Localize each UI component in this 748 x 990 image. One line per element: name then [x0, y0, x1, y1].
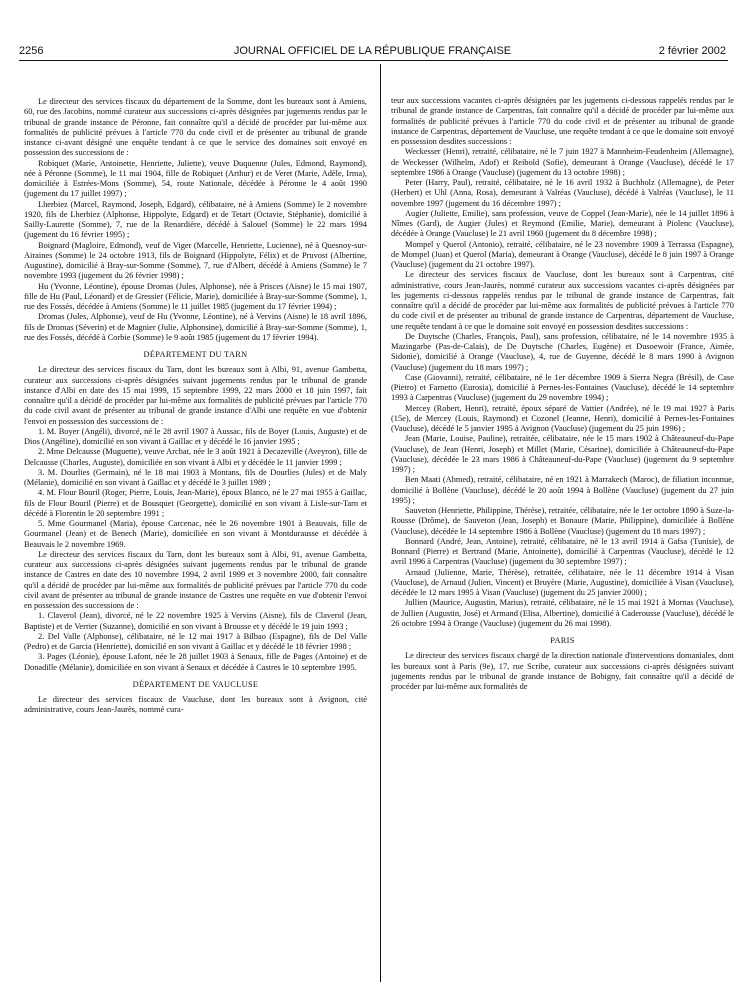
- paragraph: Robiquet (Marie, Antoinette, Henriette, Juliette), veuve Duquenne (Jules, Edmond, Raymond), née à Péronne (Somme), le 11 mai 1904, fille de Robiquet (Arthur) et de Veret (Marie, Adèle, Irma), domiciliée à Estrées-Mons (Somme), 54, route Nationale, décédée à Péronne le 4 août 1990 (jugement du 17 juillet 1997) ;: [24, 158, 367, 199]
- paragraph: Lherbiez (Marcel, Raymond, Joseph, Edgard), célibataire, né à Amiens (Somme) le 2 novembre 1920, fils de Lherbiez (Alphonse, Hippolyte, Edgard) et de Tetart (Octavie, Stéphanie), domicilié à Sailly-Laurette (Somme), 7, rue de la Renardière, décédé à Salouel (Somme) le 22 mars 1994 (jugement du 16 février 1995) ;: [24, 199, 367, 240]
- paragraph: Le directeur des services fiscaux de Vaucluse, dont les bureaux sont à Avignon, cité administrative, cours Jean-Jaurès, nommé cura-: [24, 695, 367, 715]
- paragraph: 1. M. Boyer (Angéli), divorcé, né le 28 avril 1907 à Aussac, fils de Boyer (Louis, Auguste) et de Dios (Angéline), domicilié en son vivant à Gaillac et y décédé le 16 janvier 1995 ;: [24, 426, 367, 446]
- paragraph: Jullien (Maurice, Augustin, Marius), retraité, célibataire, né le 15 mai 1921 à Mornas (Vaucluse), de Jullien (Augustin, José) et Armand (Elisa, Albertine), domicilié à Caderousse (Vaucluse), décédé le 26 octobre 1994 à Orange (Vaucluse) (jugement du 26 mai 1998).: [391, 598, 734, 628]
- paragraph: Dromas (Jules, Alphonse), veuf de Hu (Yvonne, Léontine), né à Vervins (Aisne) le 18 avril 1896, fils de Dromas (Séverin) et de Magnier (Julie, Alphonsine), domicilié à Bray-sur-Somme (Somme), 1, rue des Fossés, décédé à Corbie (Somme) le 9 août 1985 (jugement du 17 février 1994).: [24, 312, 367, 342]
- paragraph: Weckesser (Henri), retraité, célibataire, né le 7 juin 1927 à Mannheim-Feudenheim (Allemagne), de Weckesser (Wilhelm, Adof) et Reibold (Sofie), demeurant à Orange (Vaucluse), décédé le 17 septembre 1986 à Orange (Vaucluse) (jugement du 13 octobre 1998) ;: [391, 147, 734, 177]
- header-rule: [19, 60, 728, 61]
- paragraph: Mompel y Querol (Antonio), retraité, célibataire, né le 23 novembre 1909 à Terrassa (Espagne), de Mompel (Juan) et Querol (Maria), demeurant à Orange (Vaucluse), décédé le 8 juin 1997 à Orange (Vaucluse) (jugement du 21 octobre 1997).: [391, 239, 734, 269]
- paragraph: Mercey (Robert, Henri), retraité, époux séparé de Vattier (Andrée), né le 19 mai 1927 à Paris (15e), de Mercey (Louis, Raymond) et Cozonel (Jeanne, Henri), domicilié à Pernes-les-Fontaines (Vaucluse), décédé le 5 janvier 1995 à Avignon (Vaucluse) (jugement du 25 juin 1996) ;: [391, 403, 734, 433]
- paragraph: 1. Claverol (Jean), divorcé, né le 22 novembre 1925 à Vervins (Aisne), fils de Claverol (Jean, Baptiste) et de Verrier (Suzanne), domicilié en son vivant à Brousse et y décédé le 19 juin 1993 ;: [24, 611, 367, 631]
- paragraph: De Duytsche (Charles, François, Paul), sans profession, célibataire, né le 14 novembre 1935 à Mazingarbe (Pas-de-Calais), de De Duytsche (Charles, Eugène) et Dusoewoir (France, Aimée, Sidonie), domicilié à Orange (Vaucluse), 4, rue de Guyenne, décédé le 8 mars 1990 à Avignon (Vaucluse) (jugement du 18 mars 1997) ;: [391, 331, 734, 372]
- paragraph: teur aux successions vacantes ci-après désignées par les jugements ci-dessous rappelés rendus par le tribunal de grande instance de Carpentras, fait connaître qu'il a décidé de procéder par lui-même aux formalités de publicité prévues à l'article 770 du code civil et de présenter au tribunal de grande instance de Carpentras, département de Vaucluse, une requête tendant à ce que le domaine soit envoyé en possession desdites successions :: [391, 96, 734, 146]
- section-heading-vaucluse: DÉPARTEMENT DE VAUCLUSE: [132, 679, 259, 689]
- paragraph: Ben Maati (Ahmed), retraité, célibataire, né en 1921 à Marrakech (Maroc), de filiation inconnue, domicilié à Bollène (Vaucluse), décédé le 20 août 1994 à Bollène (Vaucluse) (jugement du 27 juin 1995) ;: [391, 475, 734, 505]
- issue-date: 2 février 2002: [658, 45, 726, 57]
- paragraph: Peter (Harry, Paul), retraité, célibataire, né le 16 avril 1932 à Buchholz (Allemagne), de Peter (Herbert) et Uhl (Anna, Rosa), demeurant à Valréas (Vaucluse), décédé à Valréas (Vaucluse), le 11 novembre 1997 (jugement du 16 décembre 1997) ;: [391, 178, 734, 208]
- paragraph: Sauveton (Henriette, Philippine, Thérèse), retraitée, célibataire, née le 1er octobre 1890 à Suze-la-Rousse (Drôme), de Sauveton (Jean, Joseph) et Bonaure (Marie, Philippine), domiciliée à Bollène (Vaucluse), décédée le 14 septembre 1986 à Bollène (Vaucluse) (jugement du 18 mars 1997) ;: [391, 506, 734, 536]
- section-heading-paris: PARIS: [550, 636, 575, 645]
- paragraph: Bonnard (André, Jean, Antoine), retraité, célibataire, né le 13 avril 1914 à Gafsa (Tunisie), de Bonnard (Pierre) et Bertrand (Marie, Antoinette), domicilié à Carpentras (Vaucluse), décédé le 12 avril 1996 à Carpentras (Vaucluse) (jugement du 30 septembre 1997) ;: [391, 536, 734, 567]
- paragraph: Hu (Yvonne, Léontine), épouse Dromas (Jules, Alphonse), née à Prisces (Aisne) le 15 mai 1907, fille de Hu (Paul, Léonard) et de Gressier (Félicie, Marie), domiciliée à Bray-sur-Somme (Somme), 1, rue des Fossés, décédée à Amiens (Somme) le 11 juillet 1985 (jugement du 17 février 1994) ;: [24, 281, 367, 311]
- paragraph: 3. Pages (Léonie), épouse Lafont, née le 28 juillet 1903 à Senaux, fille de Pages (Antoine) et de Donadille (Mélanie), domiciliée en son vivant à Senaux et décédée à Castres le 10 septembre 1995.: [24, 652, 367, 672]
- paragraph: Case (Giovanni), retraité, célibataire, né le 1er décembre 1909 à Sierra Negra (Brésil), de Case (Pietro) et Farnetto (Eurosia), domicilié à Pernes-les-Fontaines (Vaucluse), décédé le 14 septembre 1993 à Carpentras (Vaucluse) (jugement du 29 novembre 1994) ;: [391, 372, 734, 403]
- paragraph: Le directeur des services fiscaux de Vaucluse, dont les bureaux sont à Carpentras, cité administrative, cours Jean-Jaurès, nommé curateur aux successions vacantes ci-après désignées par les jugements ci-dessous rappelés rendus par le tribunal de grande instance de Carpentras, fait connaître qu'il a décidé de procéder par lui-même aux formalités de publicité prévues à l'article 770 du code civil et de présenter au tribunal de grande instance de Carpentras, département de Vaucluse, une requête tendant à ce que le domaine soit envoyé en possession desdites successions :: [391, 270, 734, 331]
- paragraph: Jean (Marie, Louise, Pauline), retraitée, célibataire, née le 15 mars 1902 à Châteauneuf-du-Pape (Vaucluse), de Jean (Henri, Joseph) et Millet (Marie, Césarine), domiciliée à Châteauneuf-du-Pape (Vaucluse), décédée le 23 mars 1986 à Châteauneuf-du-Pape (Vaucluse) (jugement du 9 septembre 1997) ;: [391, 434, 734, 474]
- paragraph: 3. M. Dourlies (Germain), né le 18 mai 1903 à Montans, fils de Dourlies (Jules) et de Maly (Mélanie), domicilié en son vivant à Gaillac et y décédé le 3 juillet 1989 ;: [24, 467, 367, 487]
- paragraph: Arnaud (Julienne, Marie, Thérèse), retraitée, célibataire, née le 11 décembre 1914 à Visan (Vaucluse), de Arnaud (Julien, Vincent) et Bruyère (Marie, Augustine), domiciliée à Visan (Vaucluse), décédée le 12 mars 1995 à Visan (Vaucluse) (jugement du 25 janvier 2000) ;: [391, 567, 734, 597]
- section-heading-tarn: DÉPARTEMENT DU TARN: [143, 350, 248, 359]
- column-divider: [380, 64, 381, 982]
- journal-title: JOURNAL OFFICIEL DE LA RÉPUBLIQUE FRANÇAISE: [233, 45, 512, 57]
- page-number: 2256: [19, 45, 44, 57]
- paragraph: Le directeur des services fiscaux du Tarn, dont les bureaux sont à Albi, 91, avenue Gambetta, curateur aux successions ci-après désignées suivant jugements rendus par le tribunal de grande instance de Castres en date des 10 novembre 1994, 2 avril 1999 et 3 novembre 2000, fait connaître qu'il a décidé de procéder par lui-même aux formalités de publicité prévues par l'article 770 du code civil avant de présenter au tribunal de grande instance de Castres une requête en vue d'obtenir l'envoi en possession des successions de :: [24, 549, 367, 610]
- left-column: [24, 97, 367, 716]
- paragraph: Augier (Juliette, Emilie), sans profession, veuve de Coppel (Jean-Marie), née le 14 juillet 1896 à Nîmes (Gard), de Augier (Jules) et Reymond (Emilie, Marie), demeurant à Piolenc (Vaucluse), décédée à Orange (Vaucluse) le 21 avril 1960 (jugement du 8 décembre 1998) ;: [391, 208, 734, 239]
- paragraph: 2. Mme Delcausse (Muguette), veuve Archat, née le 3 août 1921 à Decazeville (Aveyron), fille de Delcausse (Charles, Auguste), domiciliée en son vivant à Albi et y décédée le 11 janvier 1999 ;: [24, 447, 367, 467]
- paragraph: Le directeur des services fiscaux du Tarn, dont les bureaux sont à Albi, 91, avenue Gambetta, curateur aux successions ci-après désignées suivant jugements rendus par le tribunal de grande instance d'Albi en date des 15 mai 1999, 15 septembre 1999, 22 mars 2000 et 18 juin 1997, fait connaître qu'il a décidé de procéder par lui-même aux formalités de publicité prévues par l'article 770 du code civil avant de présenter au tribunal de grande instance d'Albi une requête en vue d'obtenir l'envoi en possession des successions de :: [24, 365, 367, 426]
- right-column: [391, 96, 734, 692]
- page-header: [19, 44, 726, 58]
- paragraph: Boignard (Magloire, Edmond), veuf de Viger (Marcelle, Henriette, Lucienne), né à Quesnoy-sur-Airaines (Somme) le 24 octobre 1913, fils de Boignard (Hippolyte, Félix) et de Pruvost (Albertine, Augustine), domicilié à Bray-sur-Somme (Somme), 7, rue d'Albert, décédé à Amiens (Somme) le 7 novembre 1993 (jugement du 26 février 1998) ;: [24, 240, 367, 281]
- paragraph: 5. Mme Gourmanel (Maria), épouse Carcenac, née le 26 novembre 1901 à Beauvais, fille de Gourmanel (Jean) et de Benech (Marie), domiciliée en son vivant à Montdurausse et décédée à Beauvais le 2 novembre 1969.: [24, 519, 367, 549]
- paragraph: Le directeur des services fiscaux du département de la Somme, dont les bureaux sont à Amiens, 60, rue des Jacobins, nommé curateur aux successions ci-après désignées par jugements rendus par le tribunal de grande instance de Péronne, fait connaître qu'il a décidé de procéder par lui-même aux formalités de publicité prévues à l'article 770 du code civil et de présenter au tribunal de grande instance ci-avant désigné une enquête tendant à ce que le service des domaines soit envoyé en possession des successions de :: [24, 97, 367, 158]
- paragraph: 4. M. Flour Bouril (Roger, Pierre, Louis, Jean-Marie), époux Blanco, né le 27 mai 1955 à Gaillac, fils de Flour Bouril (Pierre) et de Bousquet (Georgette), domicilié en son vivant à Lisle-sur-Tarn et décédé à Florentin le 20 septembre 1991 ;: [24, 488, 367, 518]
- paragraph: 2. Del Valle (Alphonse), célibataire, né le 12 mai 1917 à Bilbao (Espagne), fils de Del Valle (Pedro) et de Garcia (Henriette), domicilié en son vivant à Gaillac et y décédé le 18 février 1998 ;: [24, 631, 367, 651]
- paragraph: Le directeur des services fiscaux chargé de la direction nationale d'interventions domaniales, dont les bureaux sont à Paris (9e), 17, rue Scribe, curateur aux successions ci-après désignées suivant jugements rendus par le tribunal de grande instance de Bobigny, fait connaître qu'il a décidé de procéder par lui-même aux formalités de: [391, 651, 734, 691]
